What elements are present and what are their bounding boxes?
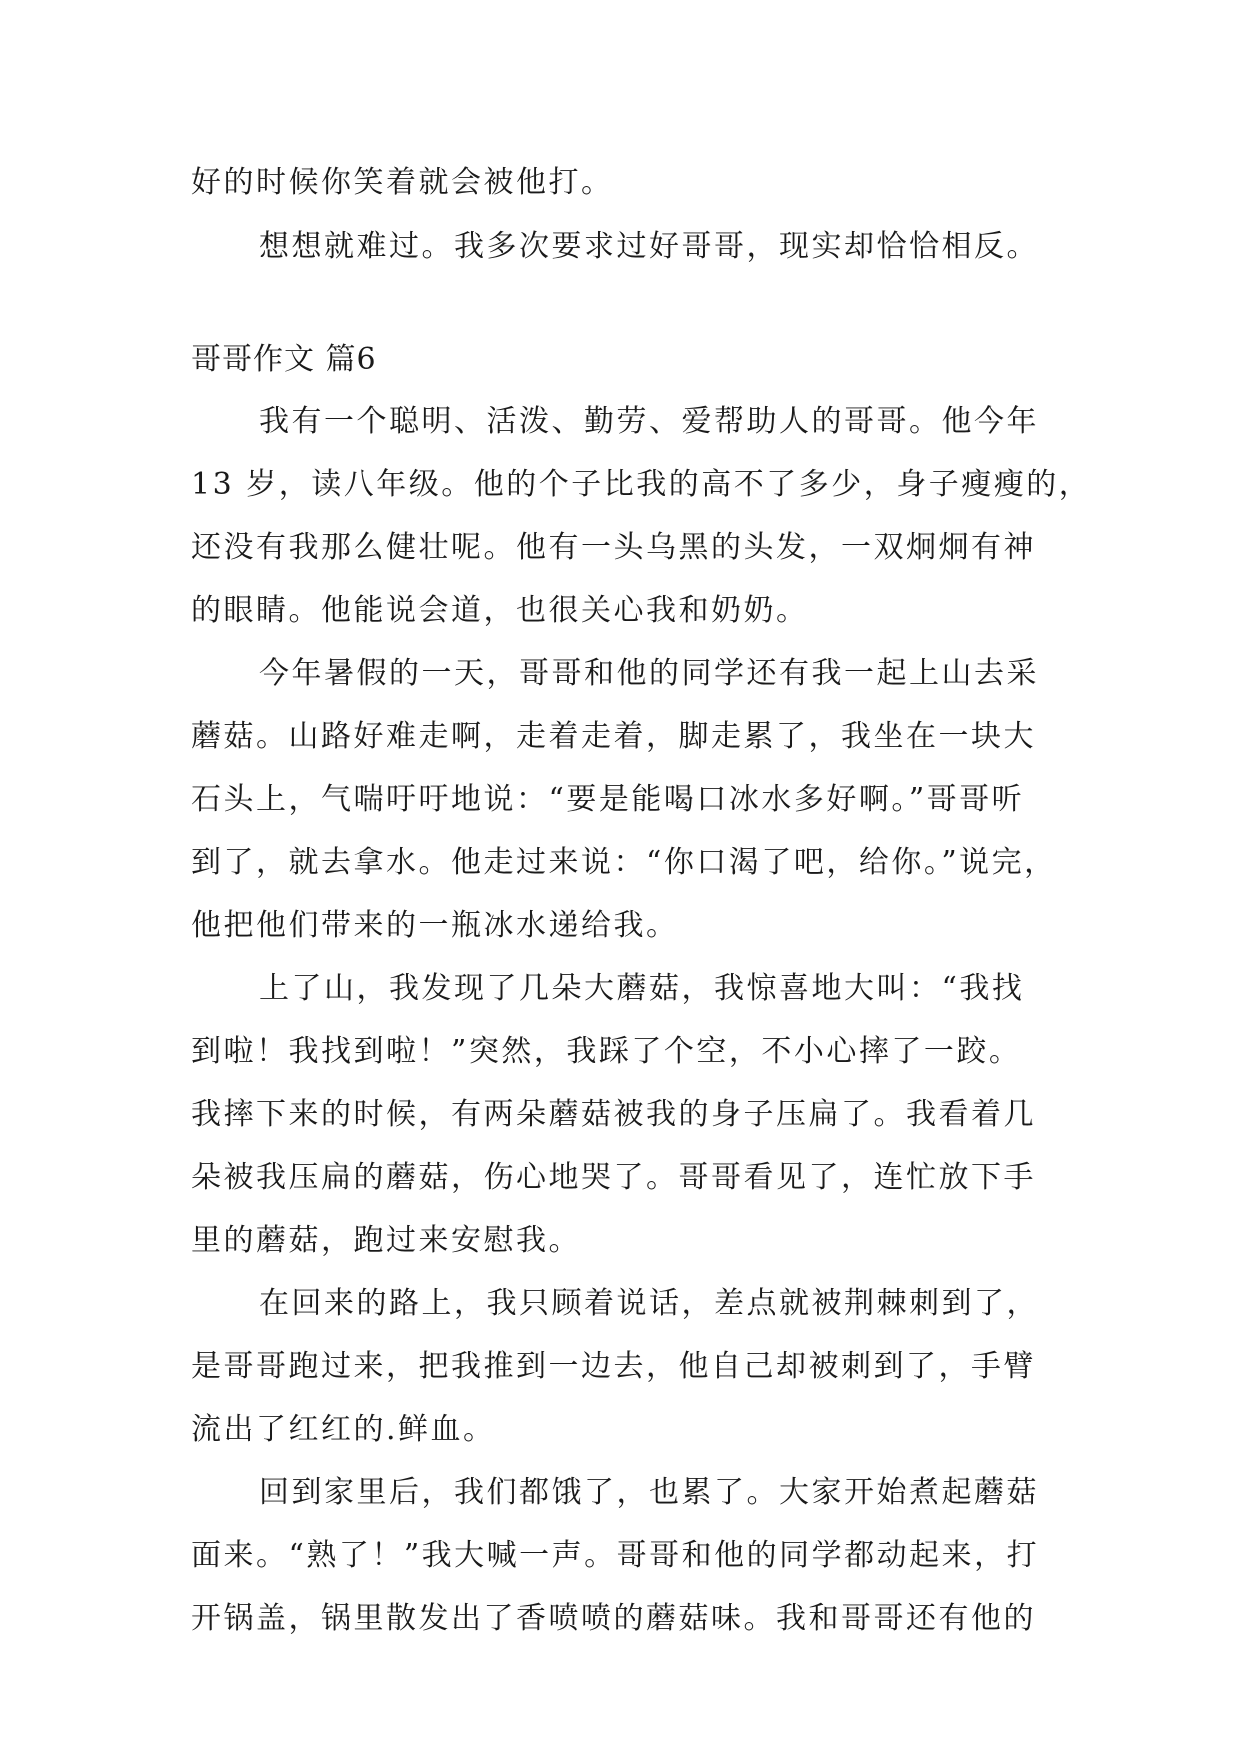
text-line: 里的蘑菇，跑过来安慰我。 [191, 1223, 581, 1258]
section-heading: 哥哥作文 篇6 [191, 342, 377, 377]
text-line: 开锅盖，锅里散发出了香喷喷的蘑菇味。我和哥哥还有他的 [191, 1601, 1036, 1636]
text-line: 我摔下来的时候，有两朵蘑菇被我的身子压扁了。我看着几 [191, 1097, 1036, 1132]
text-line: 还没有我那么健壮呢。他有一头乌黑的头发，一双炯炯有神 [191, 530, 1036, 565]
text-line: 石头上，气喘吁吁地说：“要是能喝口冰水多好啊。”哥哥听 [191, 782, 1025, 817]
text-line: 朵被我压扁的蘑菇，伤心地哭了。哥哥看见了，连忙放下手 [191, 1160, 1036, 1195]
text-line: 13 岁，读八年级。他的个子比我的高不了多少，身子瘦瘦的， [191, 467, 1092, 502]
text-line: 的眼睛。他能说会道，也很关心我和奶奶。 [191, 593, 809, 628]
paragraph-first-line: 在回来的路上，我只顾着说话，差点就被荆棘刺到了， [259, 1286, 1039, 1321]
text-line: 是哥哥跑过来，把我推到一边去，他自己却被刺到了，手臂 [191, 1349, 1036, 1384]
text-line: 到了，就去拿水。他走过来说：“你口渴了吧，给你。”说完， [191, 845, 1057, 880]
text-line: 到啦！我找到啦！”突然，我踩了个空，不小心摔了一跤。 [191, 1034, 1022, 1069]
paragraph-first-line: 回到家里后，我们都饿了，也累了。大家开始煮起蘑菇 [259, 1475, 1039, 1510]
paragraph-first-line: 我有一个聪明、活泼、勤劳、爱帮助人的哥哥。他今年 [259, 404, 1039, 439]
text-line: 流出了红红的.鲜血。 [191, 1412, 496, 1447]
text-line: 蘑菇。山路好难走啊，走着走着，脚走累了，我坐在一块大 [191, 719, 1036, 754]
text-line: 他把他们带来的一瓶冰水递给我。 [191, 908, 679, 943]
paragraph-first-line: 想想就难过。我多次要求过好哥哥，现实却恰恰相反。 [259, 229, 1039, 264]
text-line: 好的时候你笑着就会被他打。 [191, 165, 614, 200]
paragraph-first-line: 上了山，我发现了几朵大蘑菇，我惊喜地大叫：“我找 [259, 971, 1025, 1006]
text-line: 面来。“熟了！”我大喊一声。哥哥和他的同学都动起来，打 [191, 1538, 1040, 1573]
paragraph-first-line: 今年暑假的一天，哥哥和他的同学还有我一起上山去采 [259, 656, 1039, 691]
